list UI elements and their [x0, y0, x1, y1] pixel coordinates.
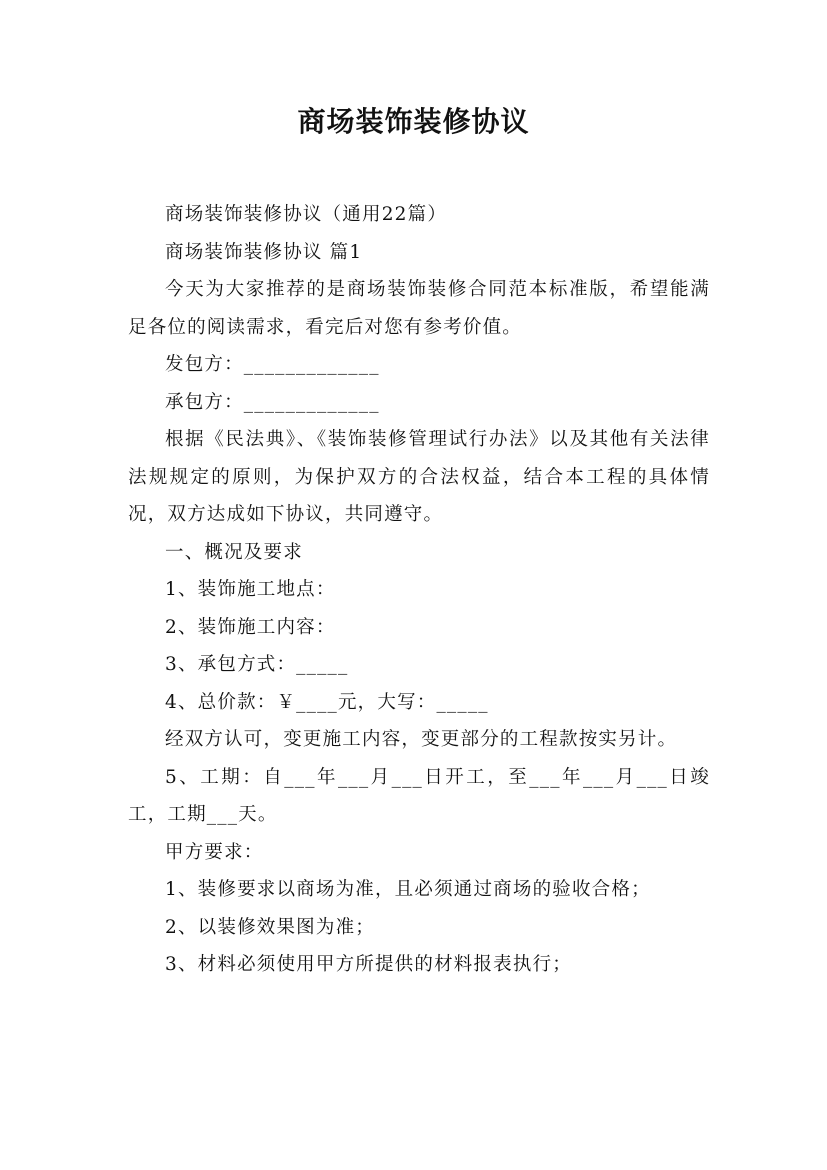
document-title: 商场装饰装修协议 — [297, 105, 530, 138]
paragraph-subtitle: 商场装饰装修协议（通用22篇） — [165, 204, 448, 225]
document-body — [128, 196, 710, 984]
paragraph-legal-basis: 根据《民法典》、《装饰装修管理试行办法》以及其他有关法律法规规定的原则，为保护双方的合法权益，结合本工程的具体情况，双方达成如下协议，共同遵守。 — [128, 429, 710, 525]
paragraph-requirement-3: 3、材料必须使用甲方所提供的材料报表执行； — [165, 954, 572, 975]
paragraph-item-method: 3、承包方式：_____ — [165, 654, 349, 675]
paragraph-requirement-2: 2、以装修效果图为准； — [165, 916, 375, 938]
paragraph-party-a-requirements: 甲方要求： — [165, 841, 264, 863]
paragraph-item-content: 2、装饰施工内容： — [165, 616, 336, 638]
paragraph-change-note: 经双方认可，变更施工内容，变更部分的工程款按实另计。 — [165, 729, 678, 750]
paragraph-employer: 发包方：_____________ — [165, 354, 380, 375]
paragraph-requirement-1: 1、装修要求以商场为准，且必须通过商场的验收合格； — [165, 879, 651, 900]
paragraph-overview-heading: 一、概况及要求 — [165, 541, 303, 563]
paragraph-item-location: 1、装饰施工地点： — [165, 579, 336, 600]
paragraph-contractor: 承包方：_____________ — [165, 391, 380, 413]
paragraph-item-price: 4、总价款：￥____元，大写：_____ — [165, 691, 489, 713]
paragraph-intro: 今天为大家推荐的是商场装饰装修合同范本标准版，希望能满足各位的阅读需求，看完后对您有参考价值。 — [128, 279, 710, 338]
paragraph-item-schedule: 5、工期：自___年___月___日开工，至___年___月___日竣工，工期___天。 — [128, 766, 710, 825]
paragraph-section-heading: 商场装饰装修协议 篇1 — [165, 241, 363, 263]
